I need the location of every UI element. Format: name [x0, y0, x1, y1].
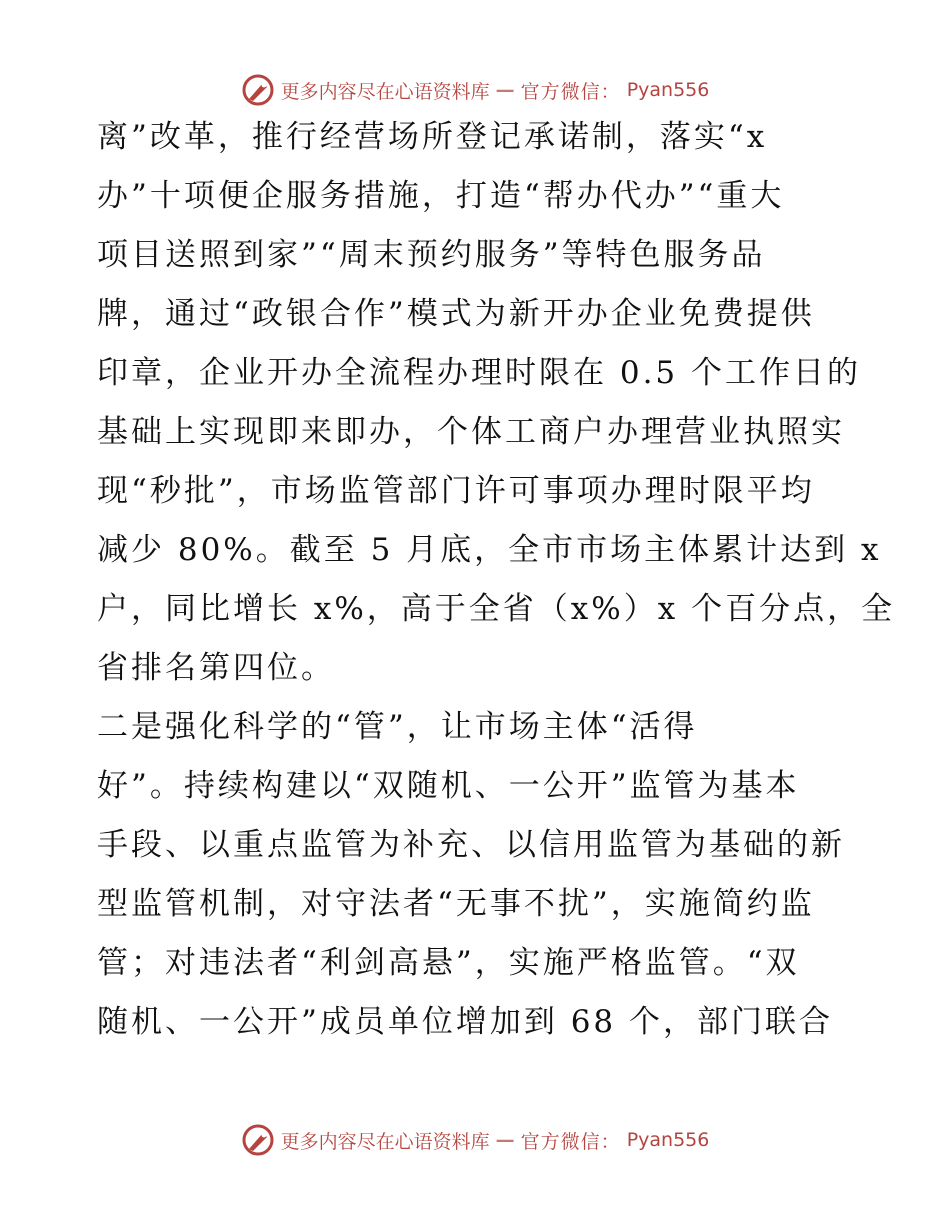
body-line: 二是强化科学的“管”，让市场主体“活得 — [97, 709, 698, 745]
body-line: 管；对违法者“利剑高悬”，实施严格监管。“双 — [97, 945, 800, 981]
watermark-separator: — — [495, 1129, 515, 1151]
watermark-separator: — — [495, 79, 515, 101]
body-line: 型监管机制，对守法者“无事不扰”，实施简约监 — [97, 886, 815, 922]
pen-nib-seal-icon — [241, 73, 275, 107]
body-line: 现“秒批”，市场监管部门许可事项办理时限平均 — [97, 473, 815, 509]
document-body — [97, 119, 896, 1066]
body-line: 好”。持续构建以“双随机、一公开”监管为基本 — [97, 768, 800, 804]
pen-nib-seal-icon — [241, 1123, 275, 1157]
body-line: 项目送照到家”“周末预约服务”等特色服务品 — [97, 237, 766, 273]
watermark-brand: 更多内容尽在心语资料库 — [280, 80, 490, 103]
watermark-wechat-id: Pyan556 — [626, 1129, 710, 1151]
watermark-wechat-label: 官方微信： — [520, 80, 621, 103]
body-line: 省排名第四位。 — [97, 650, 335, 686]
body-line: 户，同比增长 x%，高于全省（x%）x 个百分点，全 — [97, 591, 896, 627]
body-line: 牌，通过“政银合作”模式为新开办企业免费提供 — [97, 296, 815, 332]
body-line: 离”改革，推行经营场所登记承诺制，落实“x — [97, 119, 768, 155]
body-line: 随机、一公开”成员单位增加到 68 个，部门联合 — [97, 1004, 834, 1040]
watermark-brand: 更多内容尽在心语资料库 — [280, 1130, 490, 1153]
body-line: 基础上实现即来即办，个体工商户办理营业执照实 — [97, 414, 845, 450]
footer-watermark — [0, 1120, 950, 1160]
watermark-wechat-id: Pyan556 — [626, 79, 710, 101]
watermark-wechat-label: 官方微信： — [520, 1130, 621, 1153]
header-watermark — [0, 70, 950, 110]
body-line: 手段、以重点监管为补充、以信用监管为基础的新 — [97, 827, 845, 863]
body-line: 办”十项便企服务措施，打造“帮办代办”“重大 — [97, 178, 785, 214]
body-line: 印章，企业开办全流程办理时限在 0.5 个工作日的 — [97, 355, 862, 391]
body-line: 减少 80%。截至 5 月底，全市市场主体累计达到 x — [97, 532, 882, 568]
